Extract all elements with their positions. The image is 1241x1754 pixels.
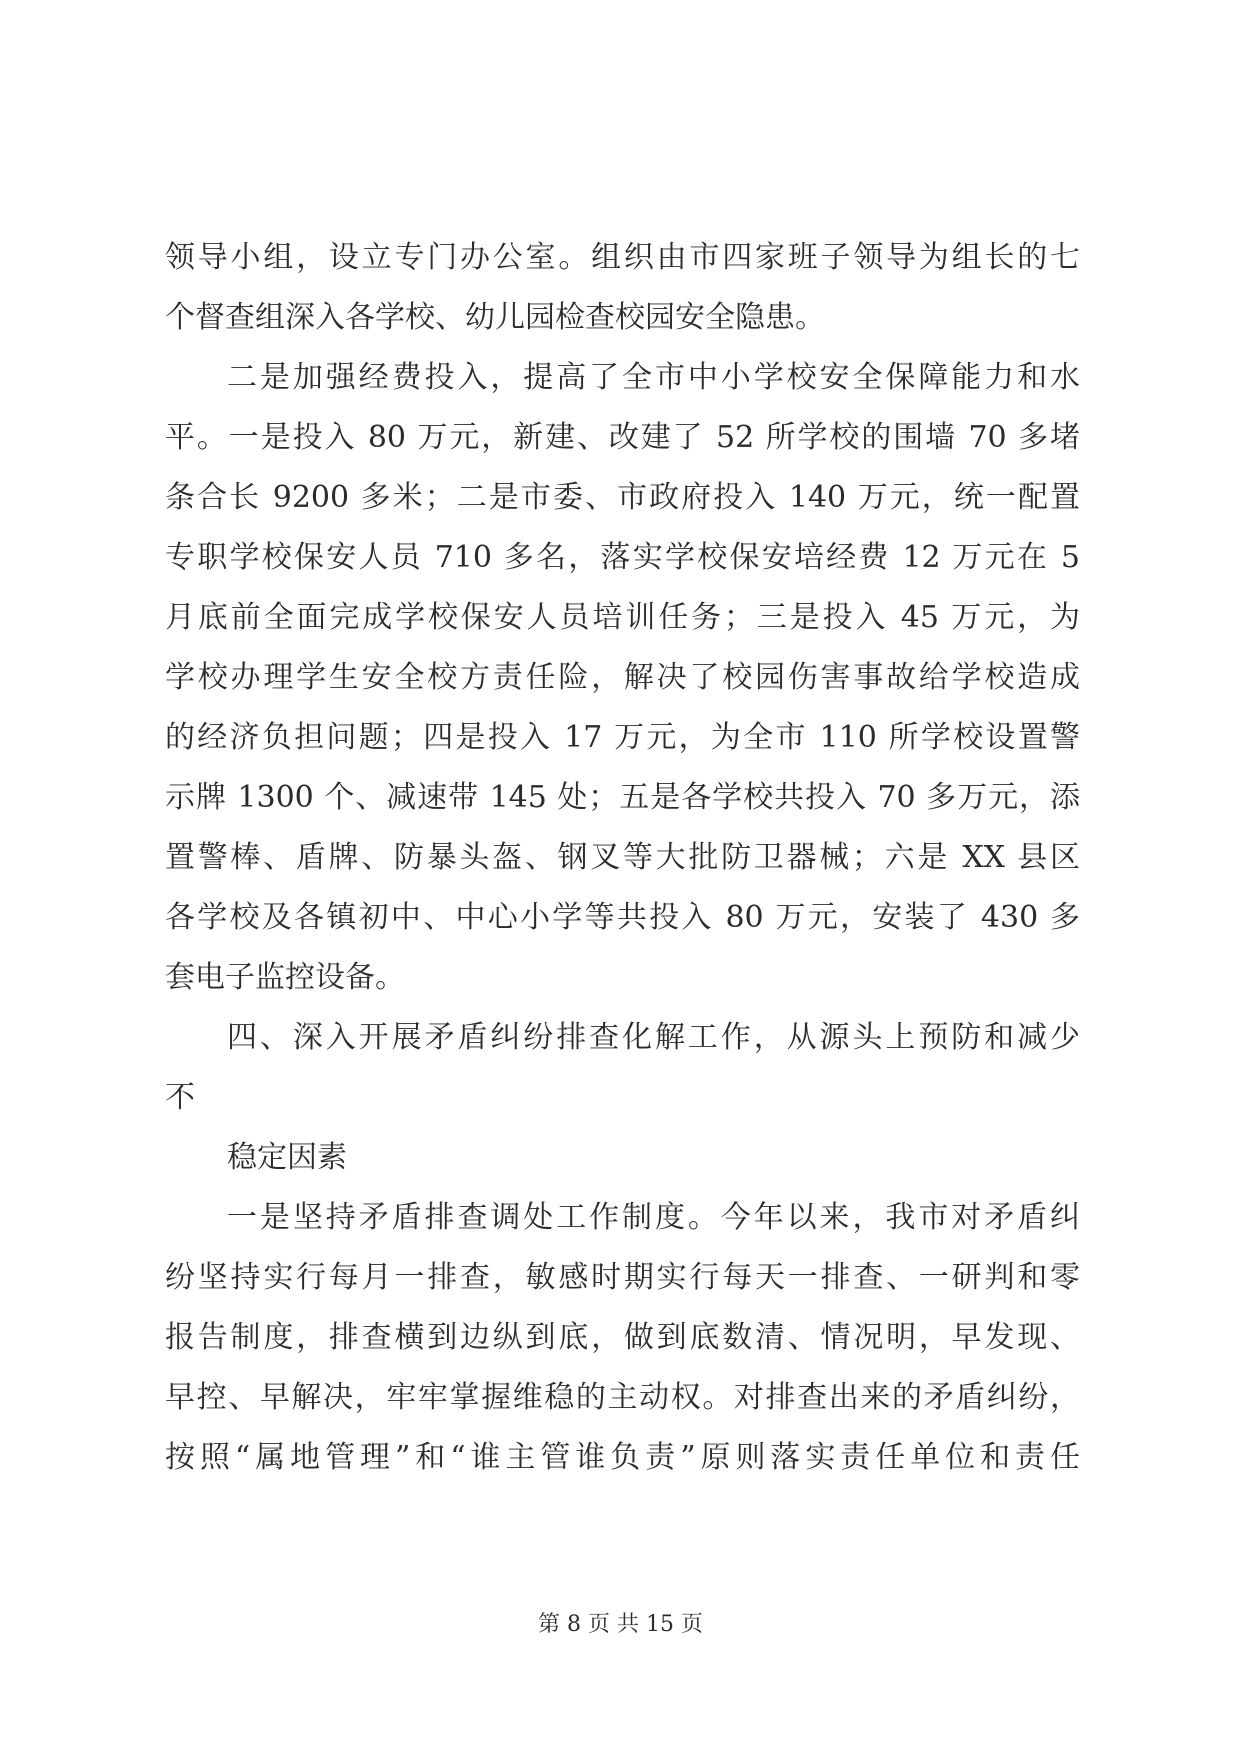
text-line: 月底前全面完成学校保安人员培训任务；三是投入 45 万元，为: [165, 600, 1080, 635]
text-line: 平。一是投入 80 万元，新建、改建了 52 所学校的围墙 70 多堵: [165, 420, 1080, 455]
section-heading-line: 稳定因素: [227, 1140, 347, 1175]
text-line: 二是加强经费投入，提高了全市中小学校安全保障能力和水: [227, 360, 1080, 395]
text-line: 各学校及各镇初中、中心小学等共投入 80 万元，安装了 430 多: [165, 900, 1080, 935]
text-line: 条合长 9200 多米；二是市委、市政府投入 140 万元，统一配置: [165, 480, 1080, 515]
page-number: 第 8 页 共 15 页: [538, 1612, 703, 1637]
section-heading-line: 四、深入开展矛盾纠纷排查化解工作，从源头上预防和减少: [227, 1020, 1080, 1055]
text-line: 按照“属地管理”和“谁主管谁负责”原则落实责任单位和责任: [165, 1440, 1080, 1475]
text-line: 的经济负担问题；四是投入 17 万元，为全市 110 所学校设置警: [165, 720, 1080, 755]
text-line: 领导小组，设立专门办公室。组织由市四家班子领导为组长的七: [165, 240, 1080, 275]
text-line: 一是坚持矛盾排查调处工作制度。今年以来，我市对矛盾纠: [227, 1200, 1080, 1235]
body-text: [165, 228, 1080, 1488]
text-line: 套电子监控设备。: [165, 960, 405, 995]
text-line: 置警棒、盾牌、防暴头盔、钢叉等大批防卫器械；六是 XX 县区: [165, 840, 1080, 875]
text-line: 专职学校保安人员 710 多名，落实学校保安培经费 12 万元在 5: [165, 540, 1080, 575]
text-line: 个督查组深入各学校、幼儿园检查校园安全隐患。: [165, 300, 825, 335]
text-line: 学校办理学生安全校方责任险，解决了校园伤害事故给学校造成: [165, 660, 1080, 695]
section-heading-line: 不: [165, 1080, 195, 1115]
text-line: 报告制度，排查横到边纵到底，做到底数清、情况明，早发现、: [165, 1320, 1080, 1355]
text-line: 早控、早解决，牢牢掌握维稳的主动权。对排查出来的矛盾纠纷，: [165, 1380, 1080, 1415]
text-line: 示牌 1300 个、减速带 145 处；五是各学校共投入 70 多万元，添: [165, 780, 1080, 815]
text-line: 纷坚持实行每月一排查，敏感时期实行每天一排查、一研判和零: [165, 1260, 1080, 1295]
